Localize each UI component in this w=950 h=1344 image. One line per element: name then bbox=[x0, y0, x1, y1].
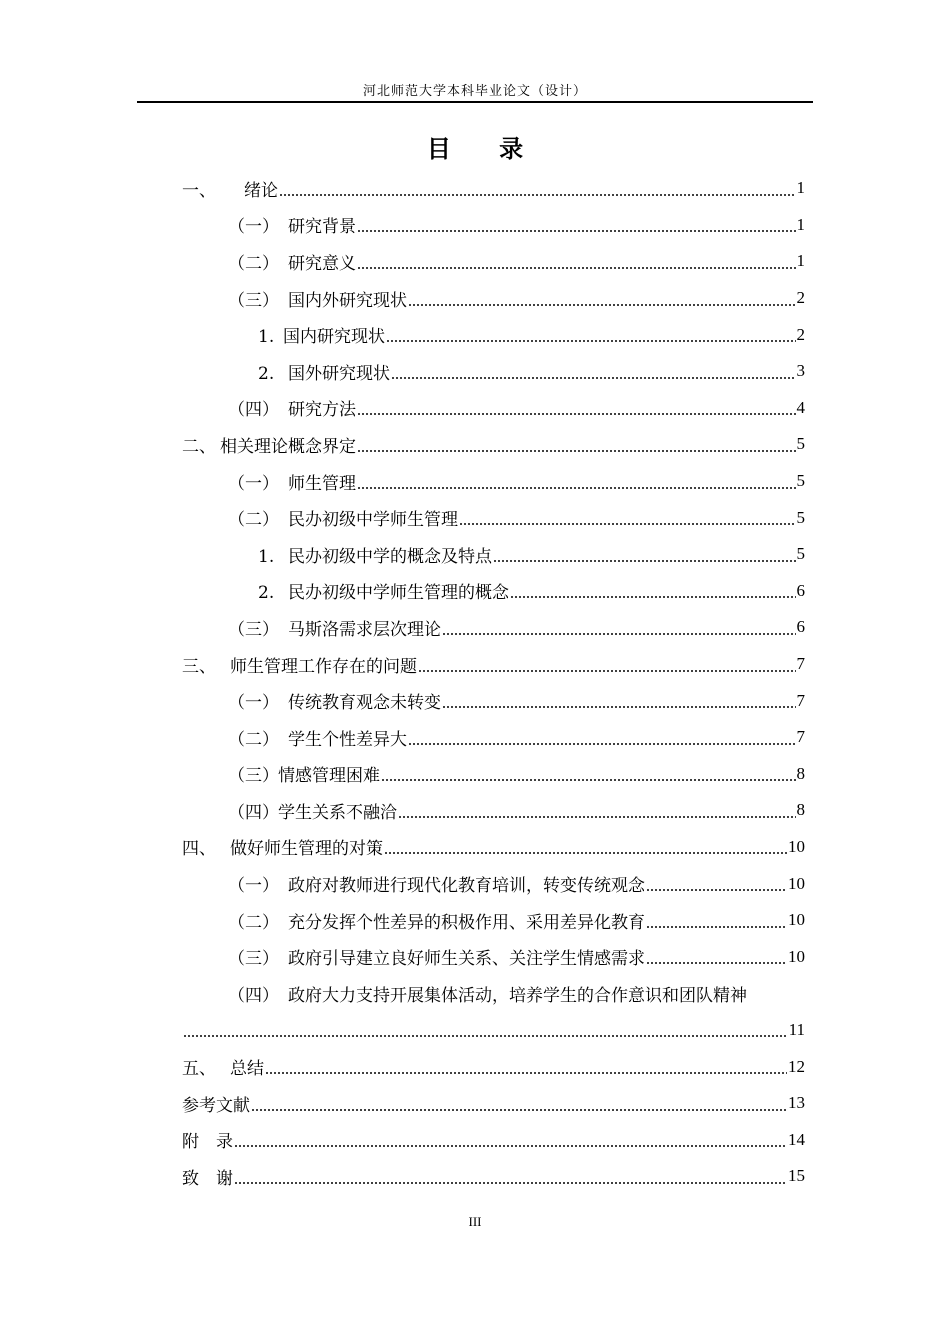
toc-entry-text bbox=[182, 1054, 264, 1079]
toc-entry-page: 7 bbox=[796, 654, 805, 674]
toc-entry[interactable] bbox=[182, 426, 805, 463]
toc-entry[interactable] bbox=[182, 719, 805, 756]
toc-entry-number: 一、 bbox=[182, 180, 216, 201]
toc-entry-label: 政府对教师进行现代化教育培训，转变传统观念 bbox=[288, 876, 645, 897]
toc-entry-text bbox=[182, 1127, 233, 1152]
dot-leader bbox=[493, 546, 796, 563]
toc-entry-number: （二） bbox=[228, 253, 279, 274]
toc-entry[interactable] bbox=[182, 170, 805, 207]
toc-entry[interactable] bbox=[182, 573, 805, 610]
toc-entry-page: 10 bbox=[788, 873, 805, 893]
toc-entry[interactable] bbox=[182, 609, 805, 646]
toc-entry-number: （二） bbox=[228, 912, 279, 933]
dot-leader bbox=[646, 948, 787, 965]
toc-entry-page: 5 bbox=[796, 471, 805, 491]
toc-entry-label: 相关理论概念界定 bbox=[220, 436, 356, 457]
toc-entry[interactable] bbox=[182, 829, 805, 866]
toc-entry[interactable] bbox=[182, 682, 805, 719]
toc-entry-label: 研究背景 bbox=[288, 217, 356, 238]
toc-entry-text bbox=[258, 359, 390, 384]
toc-entry[interactable] bbox=[182, 353, 805, 390]
toc-entry-page: 4 bbox=[796, 397, 805, 417]
toc-entry-label: 师生管理 bbox=[288, 473, 356, 494]
page-title: 目 录 bbox=[426, 135, 544, 163]
toc-entry-number: （三） bbox=[228, 619, 279, 640]
dot-leader bbox=[510, 582, 796, 599]
toc-entry-page: 2 bbox=[796, 288, 805, 308]
toc-entry[interactable] bbox=[182, 865, 805, 902]
toc-entry-number: 二、 bbox=[182, 436, 216, 457]
dot-leader bbox=[646, 912, 787, 929]
toc-entry[interactable] bbox=[182, 499, 805, 536]
dot-leader bbox=[357, 216, 796, 233]
dot-leader bbox=[646, 875, 787, 892]
dot-leader bbox=[391, 363, 796, 380]
toc-entry-label: 国内研究现状 bbox=[283, 327, 385, 348]
toc-entry[interactable] bbox=[182, 792, 805, 829]
toc-entry-number: （一） bbox=[228, 473, 279, 494]
toc-entry-page: 1 bbox=[796, 214, 805, 234]
toc-entry-text bbox=[228, 212, 356, 237]
dot-leader bbox=[384, 838, 787, 855]
toc-entry-number: 2. bbox=[258, 363, 275, 384]
toc-entry-label: 研究意义 bbox=[288, 253, 356, 274]
toc-entry-text bbox=[258, 542, 492, 567]
toc-entry-label: 附 录 bbox=[182, 1132, 233, 1153]
toc-entry[interactable] bbox=[182, 243, 805, 280]
toc-entry[interactable] bbox=[182, 938, 805, 975]
toc-entry[interactable] bbox=[182, 316, 805, 353]
toc-entry[interactable] bbox=[182, 390, 805, 427]
toc-entry-page: 10 bbox=[788, 910, 805, 930]
toc-entry-page: 10 bbox=[788, 946, 805, 966]
toc-entry-text bbox=[258, 578, 509, 603]
toc-entry-label: 国内外研究现状 bbox=[288, 290, 407, 311]
dot-leader bbox=[442, 619, 796, 636]
toc-entry-text bbox=[228, 286, 407, 311]
toc-entry-text bbox=[258, 322, 385, 347]
toc-entry-number: （三） bbox=[228, 949, 279, 970]
dot-leader bbox=[265, 1058, 787, 1075]
toc-entry-page: 14 bbox=[788, 1129, 805, 1149]
running-header: 河北师范大学本科毕业论文（设计） bbox=[362, 84, 587, 99]
toc-entry-number: 五、 bbox=[182, 1059, 216, 1080]
toc-entry-number: （三） bbox=[228, 766, 279, 787]
header-rule bbox=[137, 101, 813, 103]
dot-leader bbox=[386, 326, 796, 343]
toc-entry-text bbox=[228, 725, 407, 750]
toc-entry-number: 1. bbox=[258, 327, 275, 348]
toc-entry-text bbox=[228, 688, 441, 713]
toc-entry-page: 15 bbox=[788, 1166, 805, 1186]
toc-entry[interactable] bbox=[182, 1048, 805, 1085]
toc-entry-page: 5 bbox=[796, 544, 805, 564]
toc-entry-label: 充分发挥个性差异的积极作用、采用差异化教育 bbox=[288, 912, 645, 933]
toc-entry-number: （一） bbox=[228, 876, 279, 897]
toc-entry-number: 1. bbox=[258, 546, 275, 567]
toc-entry[interactable] bbox=[182, 207, 805, 244]
toc-entry-text bbox=[182, 1164, 233, 1189]
toc-entry-page: 8 bbox=[796, 763, 805, 783]
toc-entry-label: 政府引导建立良好师生关系、关注学生情感需求 bbox=[288, 949, 645, 970]
toc-entry-label: 国外研究现状 bbox=[288, 363, 390, 384]
toc-entry-number: （一） bbox=[228, 217, 279, 238]
toc-entry-text bbox=[228, 761, 380, 786]
dot-leader bbox=[357, 253, 796, 270]
toc-entry[interactable] bbox=[182, 1085, 805, 1122]
page-number: III bbox=[468, 1214, 482, 1229]
dot-leader bbox=[408, 729, 796, 746]
dot-leader bbox=[398, 802, 796, 819]
toc-entry-text bbox=[228, 871, 645, 896]
toc-entry-page: 13 bbox=[788, 1093, 805, 1113]
toc-entry-number: 四、 bbox=[182, 839, 216, 860]
toc-entry-page: 5 bbox=[796, 507, 805, 527]
toc-entry-page: 1 bbox=[796, 178, 805, 198]
toc-entry-page: 5 bbox=[796, 434, 805, 454]
dot-leader bbox=[381, 765, 796, 782]
toc-entry-label: 参考文献 bbox=[182, 1095, 250, 1116]
toc-entry[interactable] bbox=[182, 1121, 805, 1158]
toc-entry-number: 三、 bbox=[182, 656, 216, 677]
toc-entry-page: 2 bbox=[796, 324, 805, 344]
toc-entry-number: （二） bbox=[228, 510, 279, 531]
toc-entry-label: 传统教育观念未转变 bbox=[288, 693, 441, 714]
toc-entry-label: 学生个性差异大 bbox=[288, 729, 407, 750]
dot-leader bbox=[279, 180, 796, 197]
toc-entry-label: 做好师生管理的对策 bbox=[230, 839, 383, 860]
toc-entry-label: 情感管理困难 bbox=[278, 766, 380, 787]
toc-entry-text bbox=[182, 1091, 250, 1116]
toc-entry[interactable] bbox=[182, 902, 805, 939]
toc-entry-label: 民办初级中学师生管理的概念 bbox=[288, 583, 509, 604]
toc-entry-label: 致 谢 bbox=[182, 1168, 233, 1189]
toc-entry-label: 学生关系不融洽 bbox=[278, 802, 397, 823]
toc-entry-page: 7 bbox=[796, 690, 805, 710]
toc-entry-page: 1 bbox=[796, 251, 805, 271]
table-of-contents bbox=[182, 170, 805, 1195]
toc-entry-number: （三） bbox=[228, 290, 279, 311]
dot-leader bbox=[357, 436, 796, 453]
dot-leader bbox=[442, 692, 796, 709]
toc-entry-number: （二） bbox=[228, 729, 279, 750]
toc-entry-text bbox=[228, 908, 645, 933]
toc-entry-text bbox=[182, 432, 356, 457]
toc-entry-number: （四） bbox=[228, 985, 279, 1006]
dot-leader bbox=[418, 656, 796, 673]
toc-entry-page: 6 bbox=[796, 580, 805, 600]
toc-entry-page: 3 bbox=[796, 361, 805, 381]
toc-entry-label: 师生管理工作存在的问题 bbox=[230, 656, 417, 677]
toc-entry-page: 12 bbox=[788, 1056, 805, 1076]
toc-entry-text bbox=[228, 395, 356, 420]
toc-entry-text bbox=[182, 834, 383, 859]
toc-entry-label: 总结 bbox=[230, 1059, 264, 1080]
toc-entry-continuation[interactable] bbox=[182, 1012, 805, 1049]
toc-entry[interactable] bbox=[182, 463, 805, 500]
toc-entry-label: 马斯洛需求层次理论 bbox=[288, 619, 441, 640]
toc-entry-page: 11 bbox=[788, 1019, 805, 1039]
dot-leader bbox=[459, 509, 796, 526]
dot-leader bbox=[234, 1168, 787, 1185]
toc-entry-page: 10 bbox=[788, 836, 805, 856]
toc-entry-page: 8 bbox=[796, 800, 805, 820]
toc-entry-label: 政府大力支持开展集体活动，培养学生的合作意识和团队精神 bbox=[288, 985, 747, 1006]
toc-entry-text bbox=[228, 615, 441, 640]
toc-entry-line[interactable] bbox=[182, 975, 805, 1012]
toc-entry-text bbox=[228, 469, 356, 494]
toc-entry-text bbox=[182, 652, 417, 677]
toc-entry-label: 民办初级中学师生管理 bbox=[288, 510, 458, 531]
dot-leader bbox=[408, 290, 796, 307]
toc-entry-page: 7 bbox=[796, 727, 805, 747]
toc-entry-number: （四） bbox=[228, 802, 279, 823]
toc-entry-number: 2. bbox=[258, 583, 275, 604]
toc-entry-label: 研究方法 bbox=[288, 400, 356, 421]
toc-entry-number: （四） bbox=[228, 400, 279, 421]
dot-leader bbox=[357, 473, 796, 490]
toc-entry-number: （一） bbox=[228, 693, 279, 714]
toc-entry-label: 绪论 bbox=[244, 180, 278, 201]
toc-entry-text bbox=[228, 798, 397, 823]
dot-leader bbox=[251, 1095, 787, 1112]
toc-entry-text bbox=[228, 249, 356, 274]
dot-leader bbox=[357, 399, 796, 416]
toc-entry[interactable] bbox=[182, 536, 805, 573]
toc-entry-text bbox=[182, 176, 278, 201]
toc-entry[interactable] bbox=[182, 756, 805, 793]
toc-entry-text bbox=[228, 944, 645, 969]
toc-entry[interactable] bbox=[182, 1158, 805, 1195]
toc-entry[interactable] bbox=[182, 280, 805, 317]
dot-leader bbox=[183, 1021, 788, 1038]
toc-entry-text bbox=[228, 505, 458, 530]
dot-leader bbox=[234, 1131, 787, 1148]
toc-entry[interactable] bbox=[182, 646, 805, 683]
toc-entry-label: 民办初级中学的概念及特点 bbox=[288, 546, 492, 567]
toc-entry-page: 6 bbox=[796, 617, 805, 637]
